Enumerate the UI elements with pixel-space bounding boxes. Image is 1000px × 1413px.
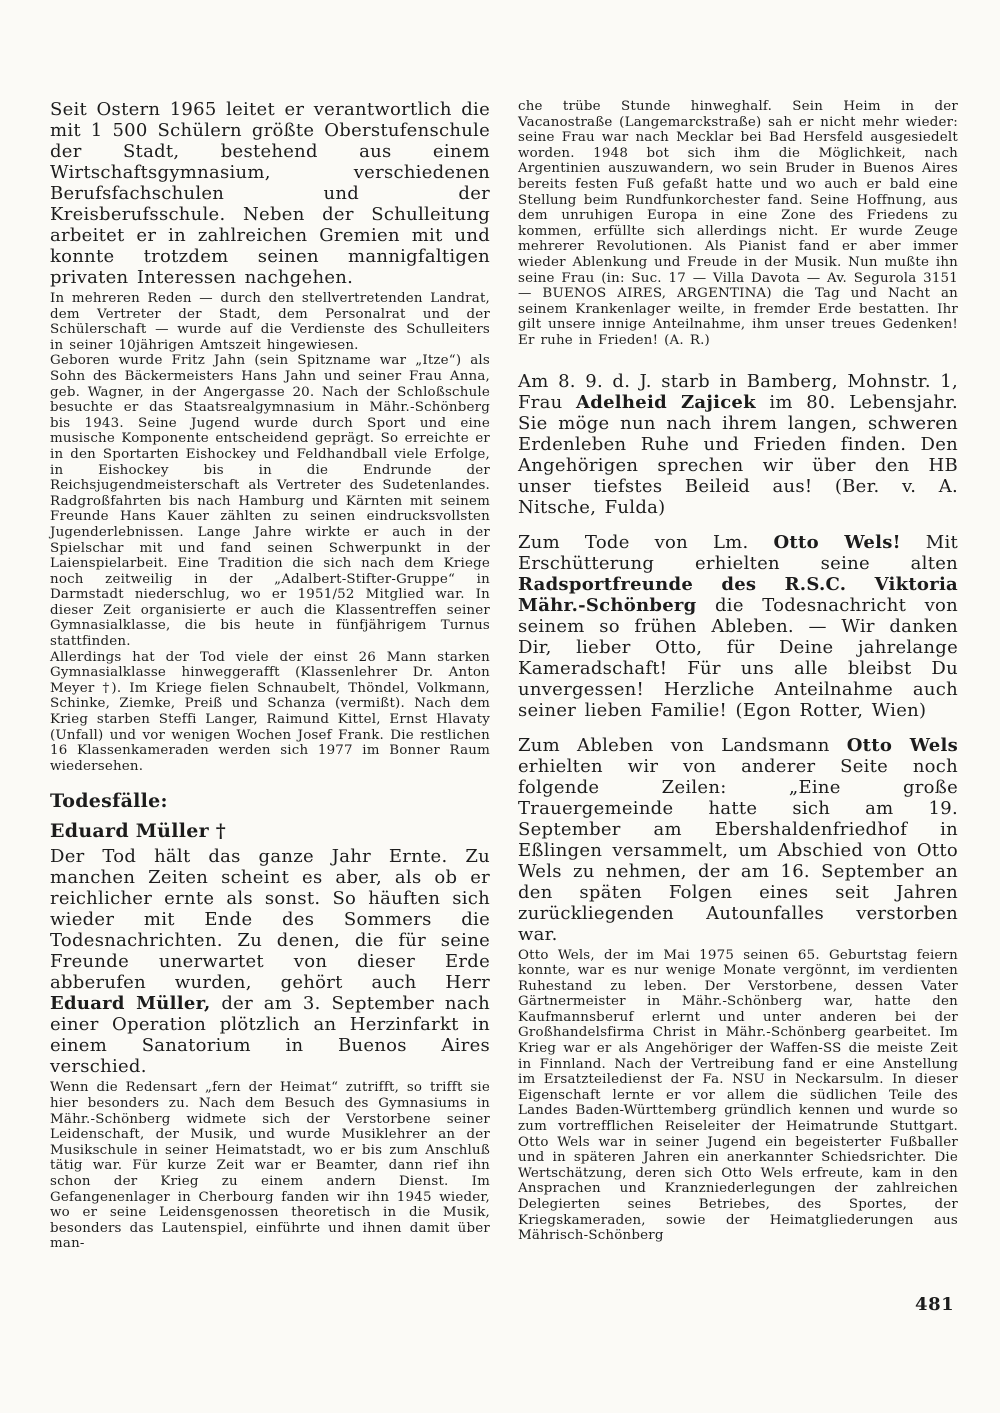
bold-text-segment: Adelheid Zajicek [575, 391, 756, 413]
text-segment: die Todesnachricht von seinem so frühen Ableben. — Wir danken Dir, lieber Otto, für Deine jahrelange Kameradschaft! Für uns alle bleibst Du unvergessen! Herzliche Anteilnahme auch seiner lieben Familie! (Egon Rotter, Wien) [518, 594, 958, 721]
text-segment: Todesfälle: [50, 790, 168, 813]
text-segment: Seit Ostern 1965 leitet er verantwortlich die mit 1 500 Schülern größte Oberstufenschule der Stadt, bestehend aus einem Wirtschaftsgymnasium, verschiedenen Berufsfachschulen und der Kreisberufsschule. Neben der Schulleitung arbeitet er in zahlreichen Gremien mit und konnte trotzdem seinen mannigfaltigen privaten Interessen nachgehen. [50, 99, 490, 288]
paragraph-mueller-biography-continued [518, 99, 958, 349]
text-segment: Eduard Müller † [50, 820, 227, 843]
heading-eduard-mueller [50, 820, 490, 842]
paragraph-fritz-jahn-biography [50, 353, 490, 649]
bold-text-segment: Radsportfreunde des R.S.C. Viktoria Mähr.-Schönberg [518, 573, 958, 616]
text-segment: der am 3. September nach einer Operation plötzlich an Herzinfarkt in einem Sanatorium in Buenos Aires verschied. [50, 993, 490, 1078]
right-column [518, 99, 958, 1252]
text-segment: im 80. Lebensjahr. Sie möge nun nach ihrem langen, schweren Erdenleben Ruhe und Frieden finden. Den Angehörigen sprechen wir über den HB unser tiefstes Beileid aus! (Ber. v. A. Nitsche, Fulda) [518, 391, 958, 518]
text-segment: Mit Erschütterung erhielten seine alten [518, 531, 959, 574]
bold-text-segment: Otto Wels [846, 734, 958, 756]
paragraph-otto-wels-ableben [518, 735, 958, 945]
paragraph-mueller-biography [50, 1080, 490, 1252]
text-segment: Am 8. 9. d. J. starb in Bamberg, Mohnstr. 1, Frau [518, 370, 958, 413]
bold-text-segment: Eduard Müller, [50, 993, 211, 1015]
paragraph-otto-wels-biography [518, 948, 958, 1244]
text-segment: In mehreren Reden — durch den stellvertretenden Landrat, dem Vertreter der Stadt, dem Personalrat und der Schülerschaft — wurde auf die Verdienste des Schulleiters in seiner 10jährigen Amtszeit hingewiesen. [50, 291, 490, 353]
paragraph-school-lead [50, 99, 490, 288]
two-column-text-area [50, 99, 958, 1252]
text-segment: Wenn die Redensart „fern der Heimat“ zutrifft, so trifft sie hier besonders zu. Nach dem Besuch des Gymnasiums in Mähr.-Schönberg widmete sich der Verstorbene seiner Leidenschaft, der Musik, und wurde Musiklehrer an der Musikschule in seiner Heimatstadt, wo er bis zum Anschluß tätig war. Für kurze Zeit war er Beamter, dann rief ihn schon der Krieg zu einem andern Dienst. Im Gefangenenlager in Cherbourg fanden wir ihn 1945 wieder, wo er seine Leidensgenossen theoretisch in die Musik, besonders das Lautenspiel, einführte und ihnen damit über man- [50, 1080, 490, 1252]
left-column [50, 99, 490, 1252]
heading-todesfaelle [50, 790, 490, 812]
page-number: 481 [915, 1294, 955, 1315]
paragraph-gymnasialklasse [50, 650, 490, 775]
text-segment: Der Tod hält das ganze Jahr Ernte. Zu manchen Zeiten scheint es aber, als ob er reichlicher ernte als sonst. So häuften sich wieder mit Ende des Sommers die Todesnachrichten. Zu denen, die für seine Freunde unerwartet von dieser Erde abberufen wurden, gehört auch Herr [50, 846, 490, 994]
text-segment: Otto Wels, der im Mai 1975 seinen 65. Geburtstag feiern konnte, war es nur wenige Monate vergönnt, im verdienten Ruhestand zu leben. Der Verstorbene, dessen Vater Gärtnermeister in Mähr.-Schönberg war, hatte den Kaufmannsberuf erlernt und unter anderen bei der Großhandelsfirma Christ in Mähr.-Schönberg gearbeitet. Im Krieg war er als Angehöriger der Waffen-SS die meiste Zeit in Finnland. Nach der Vertreibung fand er eine Anstellung im Ersatzteiledienst der Fa. NSU in Neckarsulm. In dieser Eigenschaft lernte er vor allem die südlichen Teile des Landes Baden-Württemberg gründlich kennen und wurde so zum vortrefflichen Reiseleiter der Heimatrunde Stuttgart. Otto Wels war in seiner Jugend ein begeisterter Fußballer und in späteren Jahren ein anerkannter Schiedsrichter. Die Wertschätzung, deren sich Otto Wels erfreute, kam in den Ansprachen und Kranzniederlegungen der zahlreichen Delegierten seines Betriebes, des Sportes, der Kriegskameraden, sowie der Heimatgliederungen aus Mährisch-Schönberg [518, 947, 958, 1244]
text-segment: Zum Ableben von Landsmann [518, 734, 847, 756]
paragraph-otto-wels-radsportfreunde [518, 532, 958, 721]
bold-text-segment: Otto Wels! [773, 531, 901, 553]
text-segment: erhielten wir von anderer Seite noch folgende Zeilen: „Eine große Trauergemeinde hatte sich am 19. September am Ebershaldenfriedhof in Eßlingen versammelt, um Abschied von Otto Wels zu nehmen, der am 16. September an den späten Folgen eines seit Jahren zurückliegenden Autounfalles verstorben war. [518, 755, 958, 945]
text-segment: Allerdings hat der Tod viele der einst 26 Mann starken Gymnasialklasse hinweggerafft (Klassenlehrer Dr. Anton Meyer †). Im Kriege fielen Schnaubelt, Thöndel, Volkmann, Schinke, Ziemke, Preiß und Schanza (vermißt). Nach dem Krieg starben Steffi Langer, Raimund Kittel, Ernst Hlavaty (Unfall) und vor wenigen Wochen Josef Frank. Die restlichen 16 Klassenkameraden werden sich 1977 im Bonner Raum wiedersehen. [50, 649, 490, 774]
paragraph-reden [50, 291, 490, 353]
paragraph-eduard-mueller-obituary [50, 846, 490, 1077]
paragraph-adelheid-zajicek-obituary [518, 371, 958, 518]
text-segment: Geboren wurde Fritz Jahn (sein Spitzname war „Itze“) als Sohn des Bäckermeisters Hans Jahn und seiner Frau Anna, geb. Wagner, in der Angergasse 20. Nach der Schloßschule besuchte er das Staatsrealgymnasium in Mähr.-Schönberg bis 1943. Seine Jugend wurde durch Sport und eine musische Komponente entscheidend geprägt. So erreichte er in den Sportarten Eishockey und Feldhandball viele Erfolge, in Eishockey bis in die Endrunde der Reichsjugendmeisterschaft als Vertreter des Sudetenlandes. Radgroßfahrten bis nach Hamburg und Kärnten mit seinem Freunde Hans Kauer zählten zu seinen eindrucksvollsten Jugenderlebnissen. Lange Jahre wirkte er auch in der Spielschar mit und fand seinen Schwerpunkt in der Laienspielarbeit. Eine Tradition die sich nach dem Kriege noch zeitweilig in der „Adalbert-Stifter-Gruppe“ in Darmstadt niederschlug, wo er 1951/52 Mitglied war. In dieser Zeit organisierte er auch die Klassentreffen seiner Gymnasialklasse, die bis heute in fünfjährigem Turnus stattfinden. [50, 353, 490, 650]
text-segment: che trübe Stunde hinweghalf. Sein Heim in der Vacanostraße (Langemarckstraße) sah er nicht mehr wieder: seine Frau war nach Mecklar bei Bad Hersfeld ausgesiedelt worden. 1948 bot sich ihm die Möglichkeit, nach Argentinien auszuwandern, wo sein Bruder in Buenos Aires bereits festen Fuß gefaßt hatte und wo auch er bald eine Stellung beim Rundfunkorchester fand. Seine Hoffnung, aus dem unruhigen Europa in eine Zone des Friedens zu kommen, erfüllte sich allerdings nicht. Er wurde Zeuge mehrerer Revolutionen. Als Pianist fand er aber immer wieder Ablenkung und Freude in der Musik. Nun mußte ihn seine Frau (in: Suc. 17 — Villa Davota — Av. Segurola 3151 — BUENOS AIRES, ARGENTINA) die Tag und Nacht an seinem Krankenlager weilte, in fremder Erde bestatten. Ihr gilt unsere innige Anteilnahme, ihm unser treues Gedenken! Er ruhe in Frieden! (A. R.) [518, 99, 958, 348]
text-segment: Zum Tode von Lm. [518, 531, 774, 553]
